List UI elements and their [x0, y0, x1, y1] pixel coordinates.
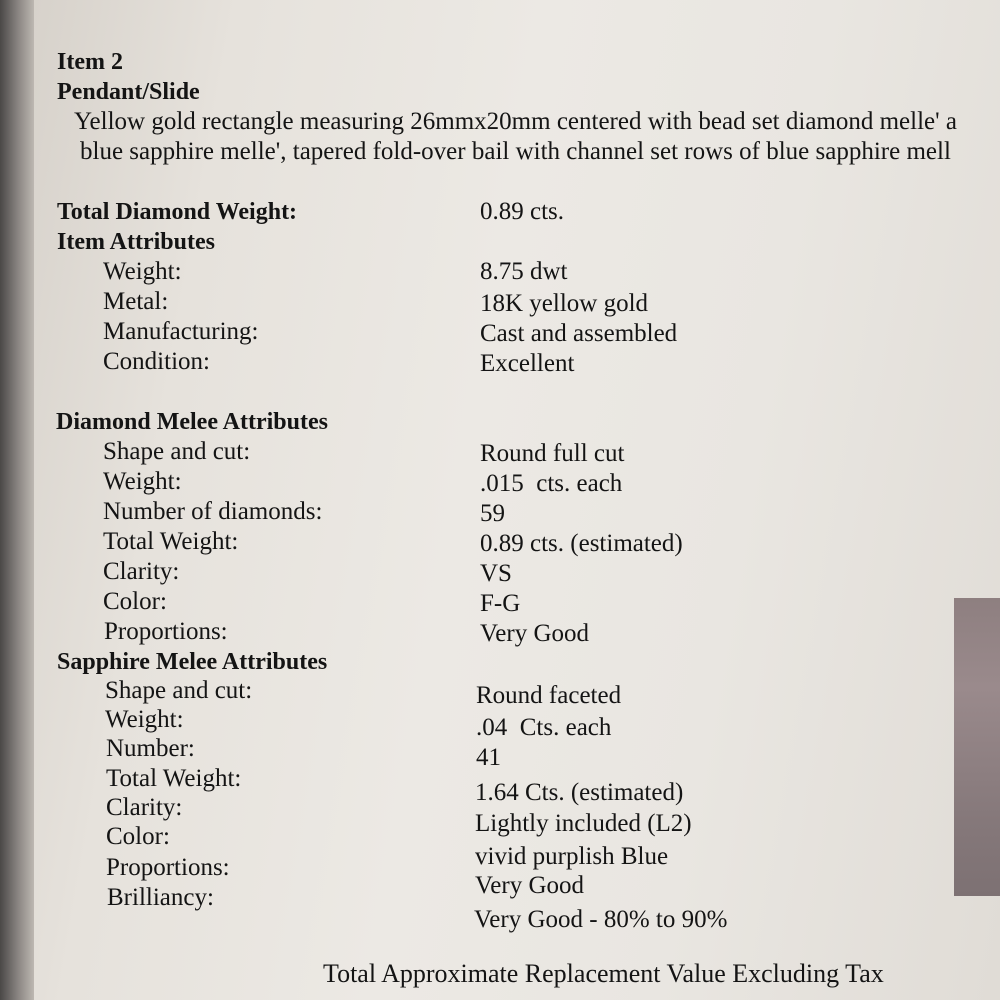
sapphire-value-brilliancy: Very Good - 80% to 90% [474, 906, 728, 933]
attr-label-manufacturing: Manufacturing: [103, 318, 259, 345]
diamond-label-weight: Weight: [103, 468, 182, 495]
appraisal-page [34, 0, 1000, 1000]
diamond-value-proportions: Very Good [480, 620, 590, 647]
sapphire-value-shape: Round faceted [476, 682, 622, 709]
diamond-label-proportions: Proportions: [104, 618, 228, 645]
diamond-label-total-weight: Total Weight: [103, 528, 239, 555]
sapphire-value-number: 41 [476, 744, 501, 771]
sapphire-melee-heading: Sapphire Melee Attributes [57, 649, 328, 675]
sapphire-label-proportions: Proportions: [106, 854, 230, 881]
sapphire-value-proportions: Very Good [475, 872, 585, 899]
description-line-1: Yellow gold rectangle measuring 26mmx20mm centered with bead set diamond melle' a [74, 108, 957, 135]
sapphire-label-clarity: Clarity: [106, 794, 183, 821]
diamond-value-weight: .015 cts. each [480, 470, 623, 497]
item-number: Item 2 [57, 49, 123, 75]
diamond-label-clarity: Clarity: [103, 558, 180, 585]
diamond-value-shape: Round full cut [480, 440, 625, 467]
diamond-value-clarity: VS [480, 560, 512, 587]
sapphire-value-color: vivid purplish Blue [475, 843, 669, 870]
attr-value-weight: 8.75 dwt [480, 258, 568, 285]
book-binding [0, 0, 34, 1000]
attr-value-condition: Excellent [480, 350, 575, 377]
diamond-value-number: 59 [480, 500, 505, 527]
sapphire-label-brilliancy: Brilliancy: [107, 884, 214, 911]
item-type: Pendant/Slide [57, 79, 200, 105]
attr-value-metal: 18K yellow gold [480, 290, 649, 317]
sapphire-label-total-weight: Total Weight: [106, 765, 242, 792]
total-diamond-weight-value: 0.89 cts. [480, 198, 565, 225]
sapphire-label-weight: Weight: [105, 706, 184, 733]
diamond-label-color: Color: [103, 588, 167, 615]
item-attributes-heading: Item Attributes [57, 229, 215, 255]
sapphire-label-color: Color: [106, 823, 170, 850]
attr-label-metal: Metal: [103, 288, 169, 315]
total-replacement-value-label: Total Approximate Replacement Value Excluding Tax [323, 959, 884, 988]
description-line-2: blue sapphire melle', tapered fold-over bail with channel set rows of blue sapphire mell [80, 138, 951, 165]
diamond-label-number: Number of diamonds: [103, 498, 323, 525]
item-photo [954, 598, 1000, 896]
diamond-label-shape: Shape and cut: [103, 438, 251, 465]
diamond-value-total-weight: 0.89 cts. (estimated) [480, 530, 683, 557]
diamond-value-color: F-G [480, 590, 521, 617]
sapphire-label-shape: Shape and cut: [105, 677, 253, 704]
attr-label-weight: Weight: [103, 258, 182, 285]
sapphire-label-number: Number: [106, 735, 195, 762]
diamond-melee-heading: Diamond Melee Attributes [56, 409, 328, 435]
sapphire-value-weight: .04 Cts. each [476, 714, 612, 741]
total-diamond-weight-label: Total Diamond Weight: [57, 199, 298, 225]
sapphire-value-clarity: Lightly included (L2) [475, 810, 692, 837]
attr-label-condition: Condition: [103, 348, 210, 375]
attr-value-manufacturing: Cast and assembled [480, 320, 678, 347]
sapphire-value-total-weight: 1.64 Cts. (estimated) [475, 779, 684, 806]
